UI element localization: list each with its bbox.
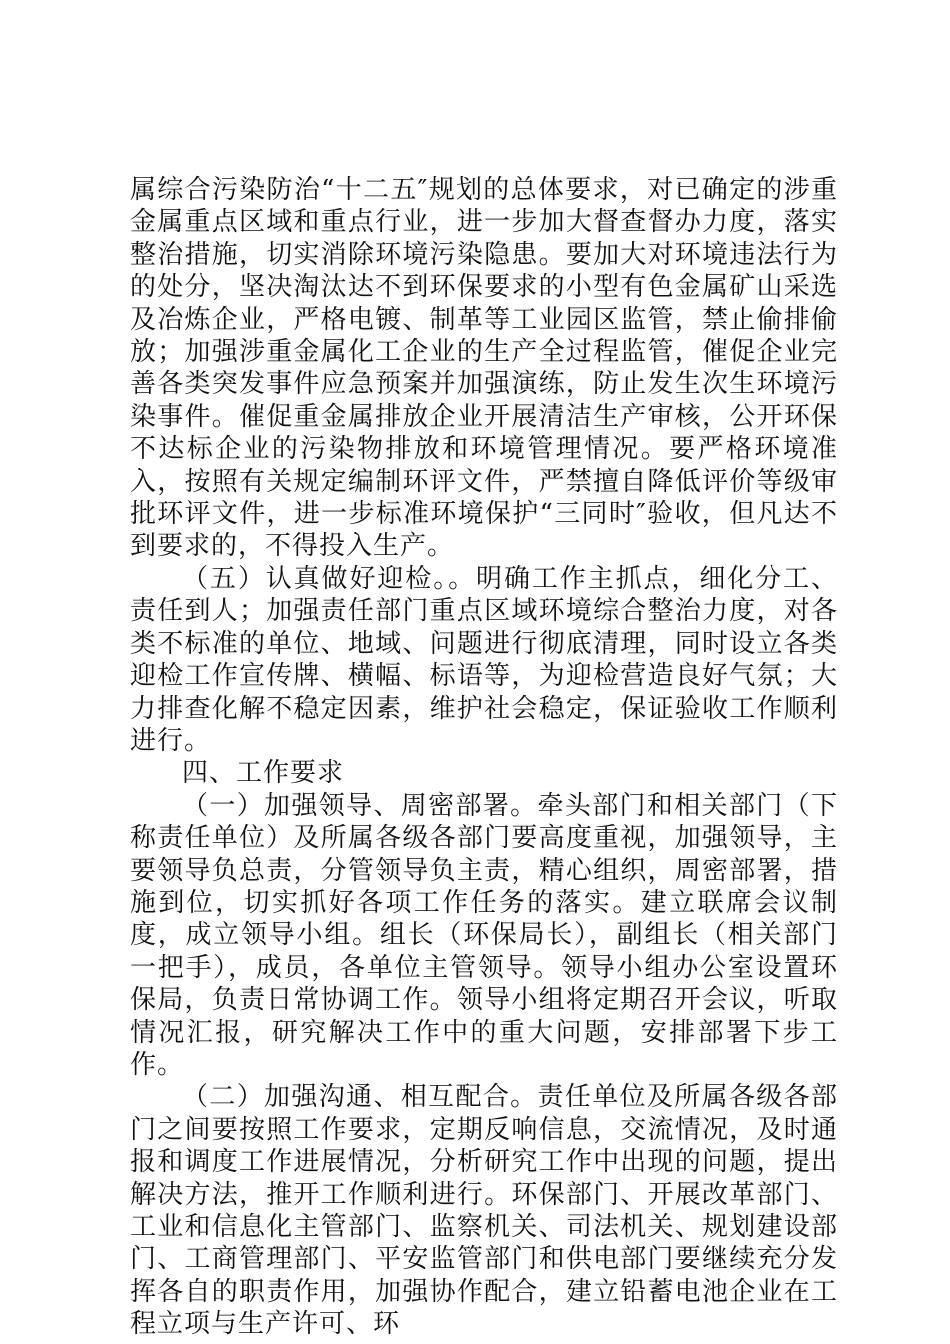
section-heading-work-requirements: 四、工作要求	[182, 758, 345, 789]
paragraph-communication: （二）加强沟通、相互配合。责任单位及所属各级各部门之间要按照工作要求，定期反响信息，交流情况，及时通报和调度工作进展情况，分析研究工作中出现的问题，提出解决方法，推开工作顺利进行。环保部门、开展改革部门、工业和信息化主管部门、监察机关、司法机关、规划建设部门、工商管理部门、平安监管部门和供电部门要继续充分发挥各自的职责作用，加强协作配合，建立铅蓄电池企业在工程立项与生产许可、环	[130, 1082, 838, 1340]
paragraph-pollution-control: 属综合污染防治“十二五″规划的总体要求，对已确定的涉重金属重点区域和重点行业，进一步加大督查督办力度，落实整治措施，切实消除环境污染隐患。要加大对环境违法行为的处分，坚决淘汰达不到环保要求的小型有色金属矿山采选及冶炼企业，严格电镀、制革等工业园区监管，禁止偷排偷放；加强涉重金属化工企业的生产全过程监管，催促企业完善各类突发事件应急预案并加强演练，防止发生次生环境污染事件。催促重金属排放企业开展清洁生产审核，公开环保不达标企业的污染物排放和环境管理情况。要严格环境准入，按照有关规定编制环评文件，严禁擅自降低评价等级审批环评文件，进一步标准环境保护“三同时″验收，但凡达不到要求的，不得投入生产。	[130, 175, 838, 562]
document-page	[130, 174, 838, 1341]
paragraph-inspection-preparation: （五）认真做好迎检。。明确工作主抓点，细化分工、责任到人；加强责任部门重点区域环境综合整治力度，对各类不标准的单位、地域、问题进行彻底清理，同时设立各类迎检工作宣传牌、横幅、标语等，为迎检营造良好气氛；大力排查化解不稳定因素，维护社会稳定，保证验收工作顺利进行。	[130, 563, 838, 756]
paragraph-leadership: （一）加强领导、周密部署。牵头部门和相关部门（下称责任单位）及所属各级各部门要高度重视，加强领导，主要领导负总责，分管领导负主责，精心组织，周密部署，措施到位，切实抓好各项工作任务的落实。建立联席会议制度，成立领导小组。组长（环保局长），副组长（相关部门一把手），成员，各单位主管领导。领导小组办公室设置环保局，负责日常协调工作。领导小组将定期召开会议，听取情况汇报，研究解决工作中的重大问题，安排部署下步工作。	[130, 790, 838, 1080]
